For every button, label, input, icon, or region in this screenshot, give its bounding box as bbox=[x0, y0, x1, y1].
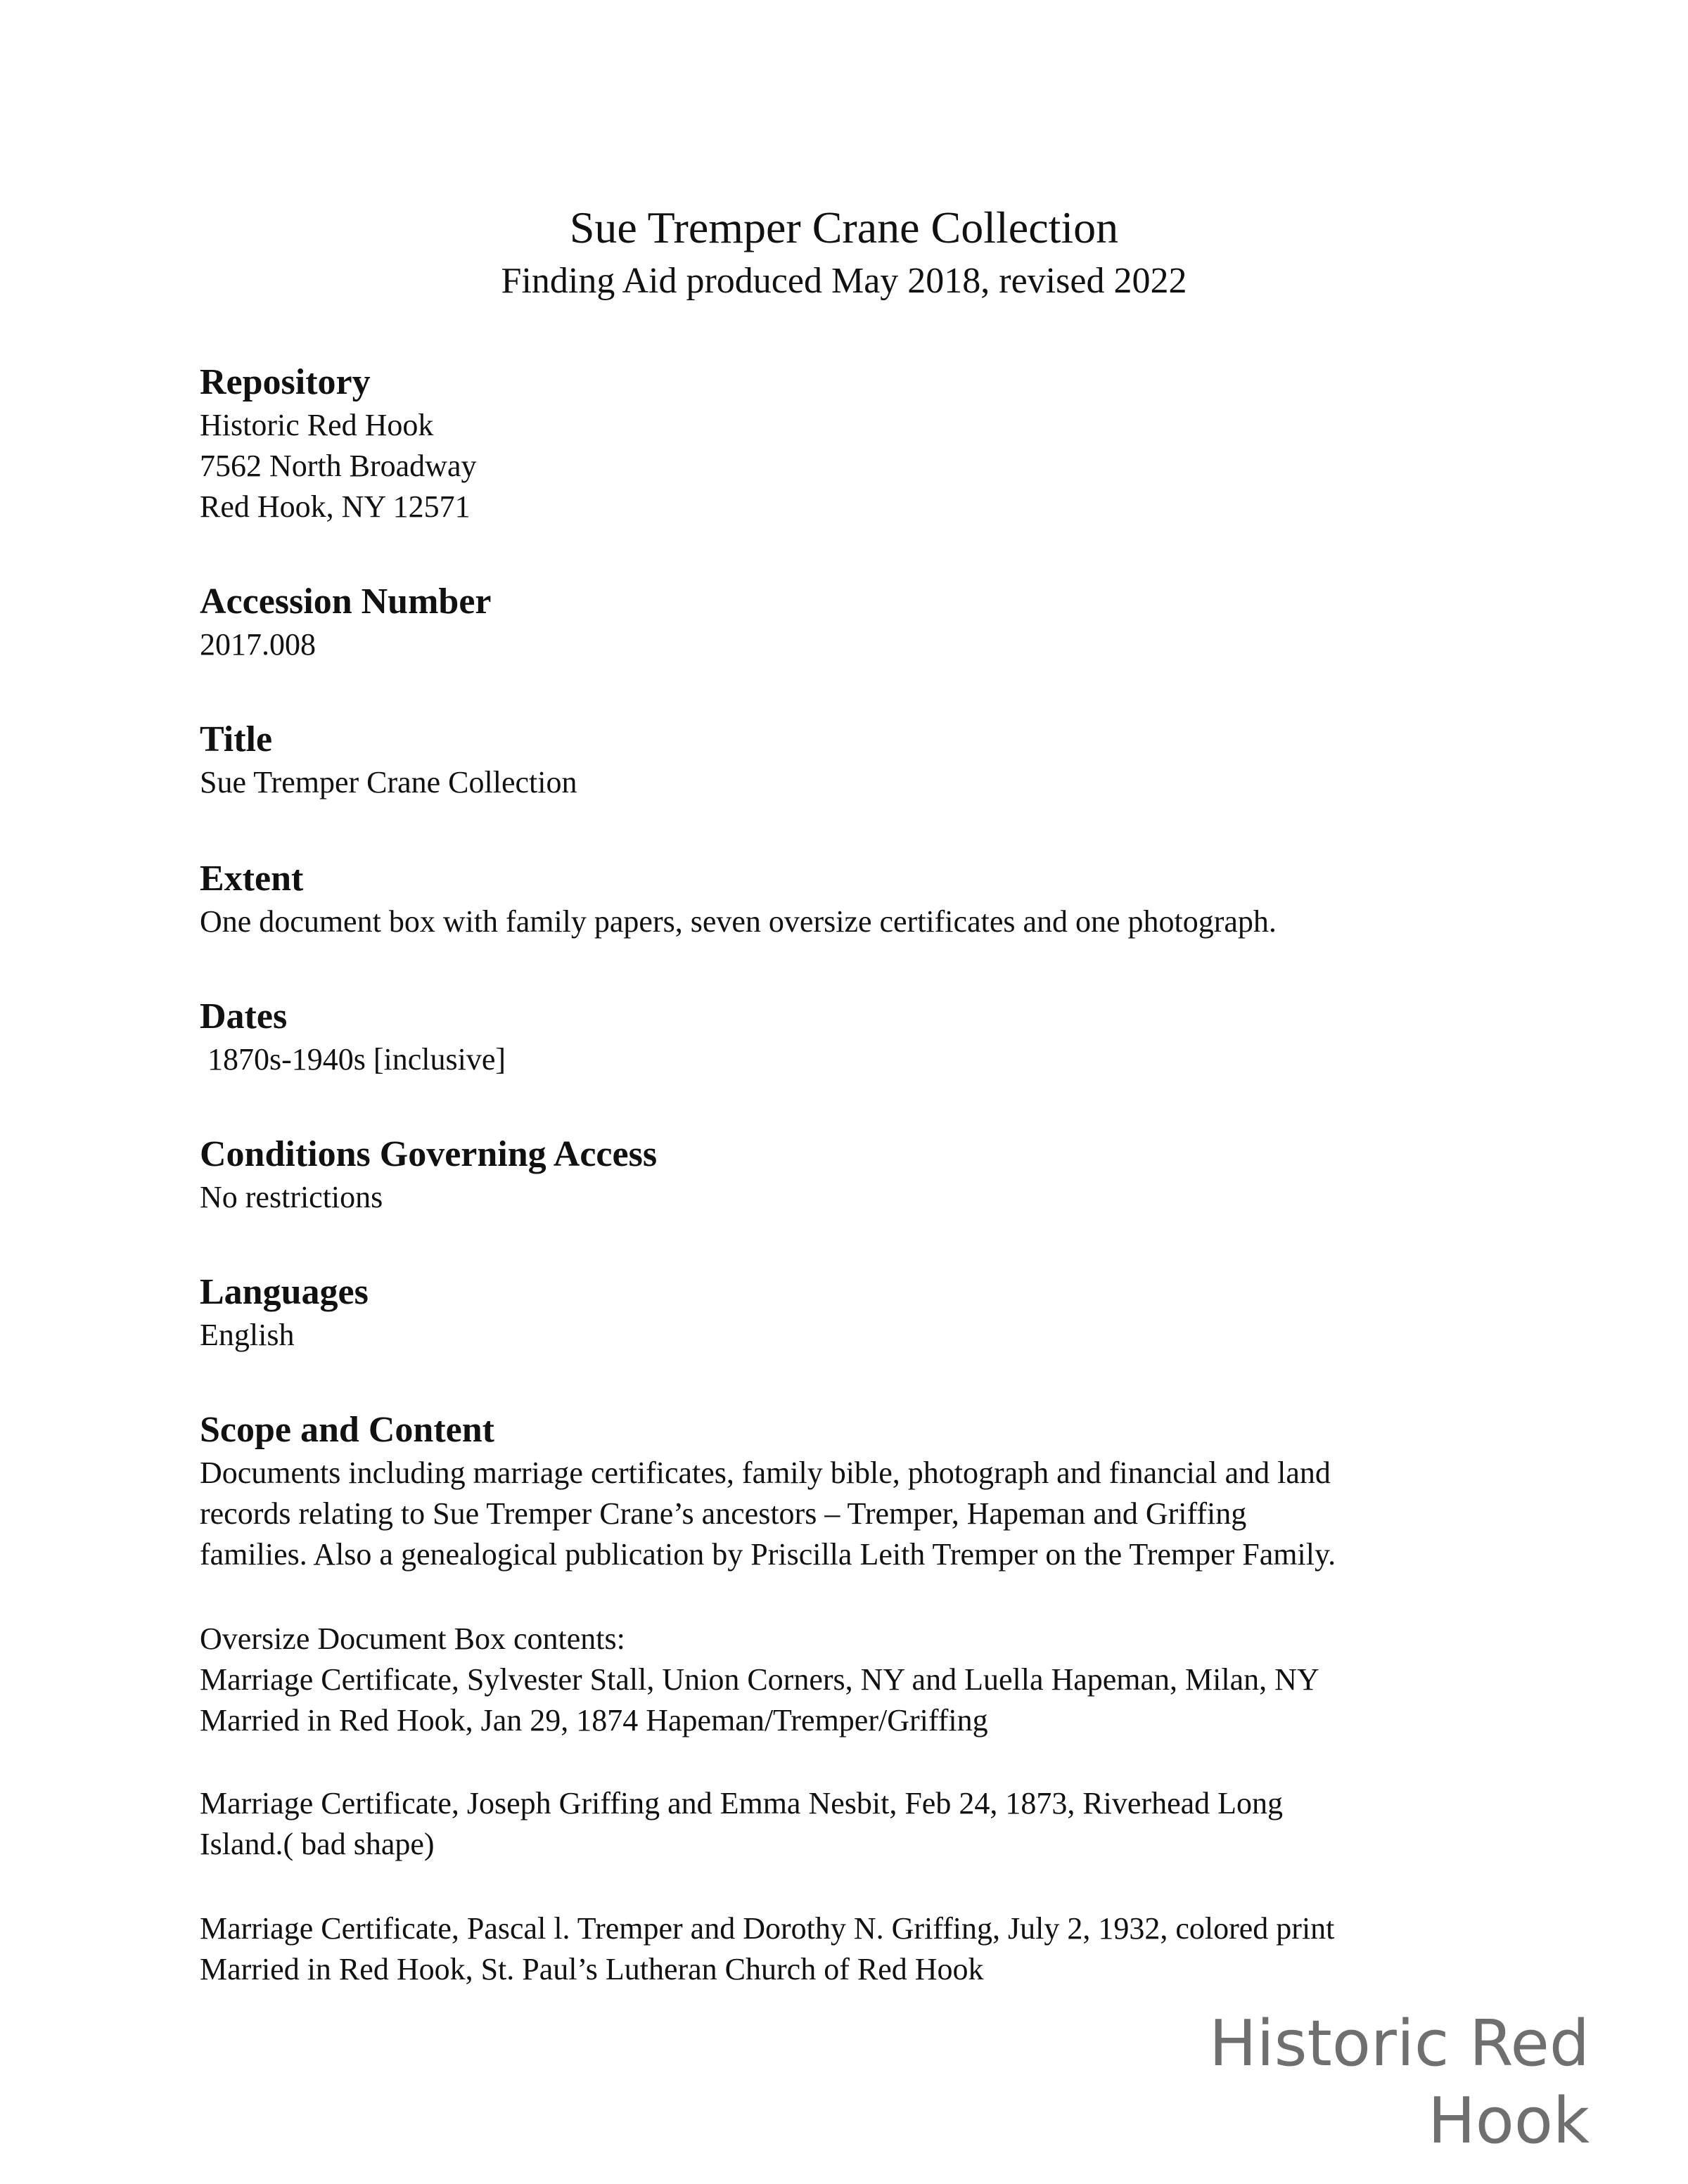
repository-line: 7562 North Broadway bbox=[200, 449, 477, 483]
extent-value: One document box with family papers, seven oversize certificates and one photograph. bbox=[200, 904, 1277, 939]
extent-section bbox=[200, 856, 1536, 942]
box-item-line: Marriage Certificate, Joseph Griffing and Emma Nesbit, Feb 24, 1873, Riverhead Long bbox=[200, 1786, 1284, 1820]
historic-red-hook-watermark: Historic Red Hook bbox=[1208, 2007, 1590, 2158]
repository-section bbox=[200, 360, 1536, 527]
box-item bbox=[200, 1908, 1536, 1990]
document-subtitle: Finding Aid produced May 2018, revised 2022 bbox=[501, 261, 1187, 301]
accession-heading: Accession Number bbox=[200, 582, 492, 622]
scope-line: records relating to Sue Tremper Crane’s ancestors – Tremper, Hapeman and Griffing bbox=[200, 1496, 1247, 1531]
accession-section bbox=[200, 579, 1536, 665]
dates-heading: Dates bbox=[200, 996, 288, 1036]
scope-section bbox=[200, 1408, 1536, 1575]
scope-heading: Scope and Content bbox=[200, 1410, 494, 1450]
dates-value: 1870s-1940s [inclusive] bbox=[200, 1042, 506, 1077]
scope-line: Documents including marriage certificates, family bible, photograph and financial and land bbox=[200, 1456, 1331, 1490]
title-section bbox=[200, 717, 1536, 803]
dates-section bbox=[200, 994, 1536, 1080]
access-value: No restrictions bbox=[200, 1180, 383, 1214]
repository-heading: Repository bbox=[200, 362, 371, 402]
box-contents bbox=[200, 1619, 1536, 1741]
extent-heading: Extent bbox=[200, 859, 304, 899]
box-item-line: Island.( bad shape) bbox=[200, 1827, 435, 1861]
access-section bbox=[200, 1132, 1536, 1218]
title-heading: Title bbox=[200, 719, 273, 759]
box-item bbox=[200, 1783, 1536, 1865]
title-value: Sue Tremper Crane Collection bbox=[200, 765, 577, 799]
languages-section bbox=[200, 1270, 1536, 1356]
box-item-line: Married in Red Hook, St. Paul’s Lutheran Church of Red Hook bbox=[200, 1952, 984, 1986]
box-item-line: Marriage Certificate, Sylvester Stall, Union Corners, NY and Luella Hapeman, Milan, NY bbox=[200, 1662, 1319, 1697]
repository-line: Historic Red Hook bbox=[200, 408, 434, 442]
box-intro: Oversize Document Box contents: bbox=[200, 1621, 625, 1656]
repository-line: Red Hook, NY 12571 bbox=[200, 489, 471, 524]
languages-value: English bbox=[200, 1318, 295, 1352]
box-item-line: Married in Red Hook, Jan 29, 1874 Hapeman/Tremper/Griffing bbox=[200, 1703, 988, 1737]
scope-line: families. Also a genealogical publication by Priscilla Leith Tremper on the Tremper Family. bbox=[200, 1537, 1336, 1572]
document-title: Sue Tremper Crane Collection bbox=[569, 203, 1119, 252]
languages-heading: Languages bbox=[200, 1272, 369, 1312]
box-item-line: Marriage Certificate, Pascal l. Tremper and Dorothy N. Griffing, July 2, 1932, colored print bbox=[200, 1911, 1335, 1946]
accession-value: 2017.008 bbox=[200, 627, 316, 662]
access-heading: Conditions Governing Access bbox=[200, 1134, 658, 1174]
